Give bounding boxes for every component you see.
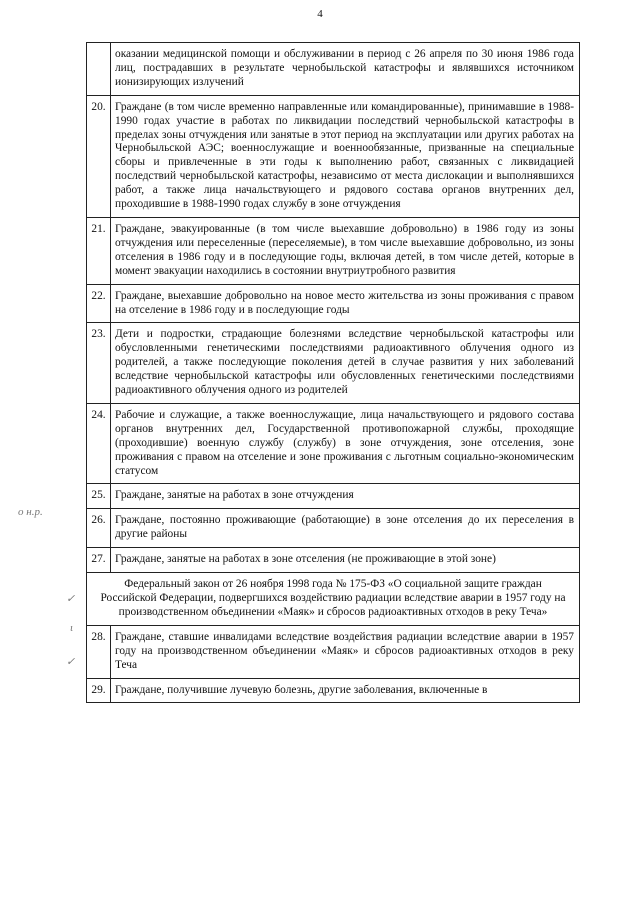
row-text: Граждане, занятые на работах в зоне отселения (не проживающие в этой зоне) [111, 548, 580, 573]
table-row [87, 625, 580, 678]
row-number: 24. [87, 403, 111, 484]
row-text: Граждане, выехавшие добровольно на новое место жительства из зоны проживания с правом на отселение в 1986 году и в последующие годы [111, 284, 580, 323]
benefits-table [86, 42, 580, 703]
row-text: Граждане, занятые на работах в зоне отчуждения [111, 484, 580, 509]
page-number: 4 [317, 8, 323, 20]
law-section-header-row [87, 573, 580, 626]
row-text: Граждане (в том числе временно направленные или командированные), принимавшие в 1988-1990 годах участие в работах по ликвидации последствий чернобыльской катастрофы в пределах зоны отчуждения или занятые в этот период на эксплуатации или других работах на Чернобыльской АЭС; военнослужащие и военнообязанные, призванные на специальные сборы и привлеченные в эти годы к выполнению работ, связанных с ликвидацией последствий чернобыльской катастрофы, независимо от места дислокации и выполнявшихся работ, а также лица начальствующего и рядового состава органов внутренних дел, проходившие в 1988-1990 годах службу в зоне отчуждения [111, 95, 580, 217]
row-text: Граждане, постоянно проживающие (работающие) в зоне отселения до их переселения в другие районы [111, 509, 580, 548]
row-number: 21. [87, 217, 111, 284]
row-number: 29. [87, 678, 111, 703]
table-row [87, 217, 580, 284]
table-row [87, 284, 580, 323]
table-row [87, 43, 580, 96]
margin-note-check-26: ι [70, 622, 74, 634]
margin-note-check-27: ✓ [66, 656, 76, 668]
benefits-table-body [87, 43, 580, 703]
table-row [87, 484, 580, 509]
row-number: 22. [87, 284, 111, 323]
table-row [87, 548, 580, 573]
table-row [87, 403, 580, 484]
row-text: оказании медицинской помощи и обслуживании в период с 26 апреля по 30 июня 1986 года лиц, пострадавших в результате чернобыльской катастрофы и являвшихся источником ионизирующих излучений [111, 43, 580, 96]
row-number: 23. [87, 323, 111, 404]
margin-note-check-25: ✓ [66, 593, 76, 605]
row-number: 25. [87, 484, 111, 509]
table-row [87, 95, 580, 217]
row-text: Рабочие и служащие, а также военнослужащие, лица начальствующего и рядового состава органов внутренних дел, Государственной противопожарной службы, проходящие (проходившие) военную службу (службу) в зоне отчуждения, зоне отселения, зоне проживания с правом на отселение и зоне проживания с льготным социально-экономическим статусом [111, 403, 580, 484]
table-row [87, 323, 580, 404]
row-number: 28. [87, 625, 111, 678]
table-row [87, 509, 580, 548]
row-number: 27. [87, 548, 111, 573]
row-text: Граждане, ставшие инвалидами вследствие воздействия радиации вследствие аварии в 1957 году на производственном объединении «Маяк» и сбросов радиоактивных отходов в реку Теча [111, 625, 580, 678]
law-section-header: Федеральный закон от 26 ноября 1998 года № 175-ФЗ «О социальной защите граждан Российской Федерации, подвергшихся воздействию радиации вследствие аварии в 1957 году на производственном объединении «Маяк» и сбросов радиоактивных отходов в реку Теча» [87, 573, 580, 626]
row-text: Граждане, эвакуированные (в том числе выехавшие добровольно) в 1986 году из зоны отчуждения или переселенные (переселяемые), в том числе выехавшие добровольно, из зоны отселения в 1986 году и в последующие годы, включая детей, в том числе детей, которые в момент эвакуации находились в состоянии внутриутробного развития [111, 217, 580, 284]
row-text: Граждане, получившие лучевую болезнь, другие заболевания, включенные в [111, 678, 580, 703]
row-text: Дети и подростки, страдающие болезнями вследствие чернобыльской катастрофы или обусловленными генетическими последствиями радиоактивного облучения одного из родителей, а также последующие поколения детей в случае развития у них заболеваний вследствие чернобыльской катастрофы или обусловленных генетическими последствиями радиоактивного облучения одного из родителей [111, 323, 580, 404]
row-number: 20. [87, 95, 111, 217]
row-number: 26. [87, 509, 111, 548]
table-row [87, 678, 580, 703]
margin-note-handwritten: o н.р. [18, 506, 43, 518]
row-number [87, 43, 111, 96]
